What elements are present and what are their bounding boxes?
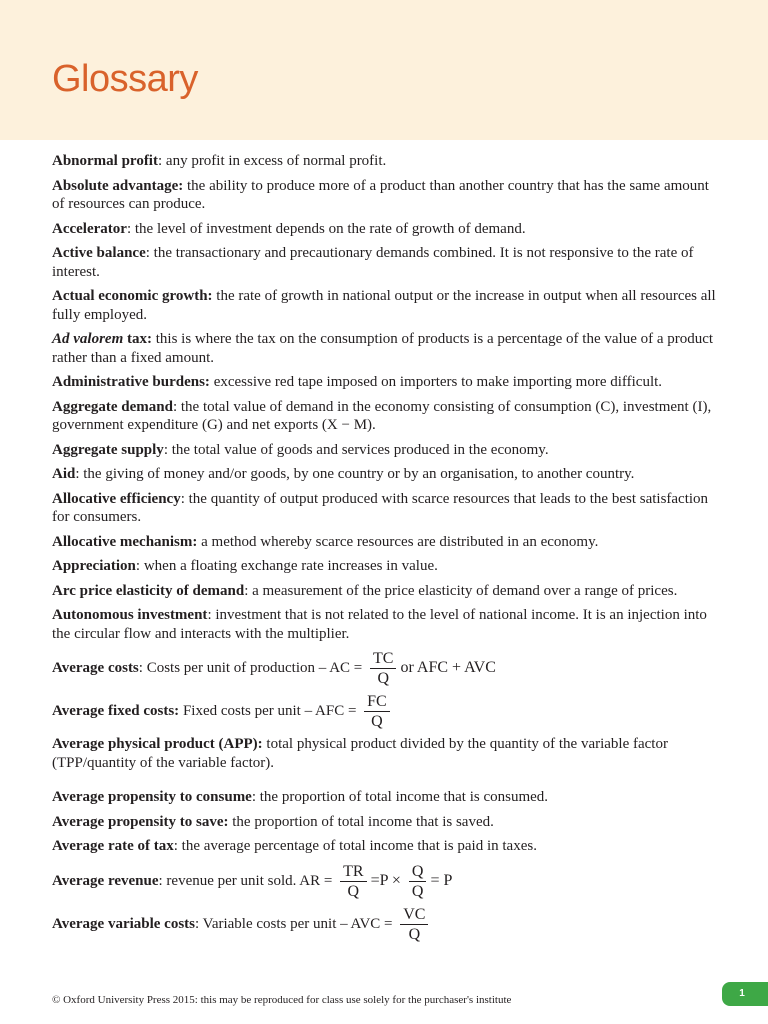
glossary-entry bbox=[52, 533, 722, 552]
glossary-term bbox=[52, 466, 75, 482]
page-number-badge: 1 bbox=[722, 982, 768, 1006]
glossary-list bbox=[52, 735, 722, 856]
glossary-term-text: Average propensity to save: bbox=[52, 813, 229, 830]
glossary-entry bbox=[52, 330, 722, 367]
fraction-denominator: Q bbox=[408, 925, 421, 943]
glossary-entry bbox=[52, 152, 722, 171]
glossary-term bbox=[52, 736, 263, 752]
fraction bbox=[340, 862, 366, 901]
glossary-term-text: Actual economic growth: bbox=[52, 288, 213, 304]
glossary-separator: : bbox=[173, 838, 182, 854]
glossary-term-text: Aid bbox=[52, 466, 76, 482]
glossary-definition: a method whereby scarce resources are distributed in an economy. bbox=[201, 533, 599, 550]
glossary-term-text: Autonomous investment bbox=[52, 607, 208, 623]
copyright-notice: © Oxford University Press 2015: this may be reproduced for class use solely for the purchaser's institute bbox=[52, 994, 512, 1006]
glossary-term: Average variable costs bbox=[52, 915, 196, 932]
fraction-denominator: Q bbox=[377, 670, 389, 687]
glossary-separator: : bbox=[207, 607, 216, 623]
glossary-term bbox=[52, 374, 210, 390]
glossary-definition: this is where the tax on the consumption of products is a percentage of the value of a product rather than a fixed amount. bbox=[52, 331, 714, 366]
glossary-definition: Fixed costs per unit – AFC = bbox=[179, 703, 361, 720]
glossary-separator: : bbox=[163, 441, 172, 458]
glossary-term-text: tax: bbox=[123, 331, 152, 347]
glossary-definition: any profit in excess of normal profit. bbox=[165, 153, 387, 169]
fraction-numerator: TC bbox=[370, 649, 396, 669]
glossary-term-text: Appreciation bbox=[52, 558, 136, 574]
glossary-entry bbox=[52, 735, 722, 772]
glossary-definition: the ability to produce more of a product than another country that has the same amount of resources can produce. bbox=[52, 177, 709, 212]
glossary-term bbox=[52, 534, 197, 550]
glossary-entry bbox=[52, 441, 722, 460]
glossary-entry bbox=[52, 837, 722, 856]
fraction-numerator: Q bbox=[409, 862, 427, 882]
glossary-list bbox=[52, 152, 722, 643]
glossary-entry bbox=[52, 606, 722, 643]
glossary-entry bbox=[52, 220, 722, 239]
glossary-definition: the giving of money and/or goods, by one country or by an organisation, to another country. bbox=[83, 466, 635, 482]
glossary-term: Average costs bbox=[52, 660, 139, 677]
glossary-definition: the total value of demand in the economy consisting of consumption (C), investment (I), government expenditure (G) and net exports (X − M). bbox=[52, 398, 712, 433]
glossary-term bbox=[52, 491, 181, 507]
glossary-term bbox=[52, 178, 183, 194]
glossary-definition: : revenue per unit sold. AR = bbox=[158, 872, 337, 889]
glossary-entry bbox=[52, 490, 722, 527]
glossary-term-text: Allocative mechanism: bbox=[52, 533, 198, 550]
glossary-term bbox=[52, 607, 207, 623]
glossary-term-text: Administrative burdens: bbox=[52, 374, 210, 390]
fraction-numerator: TR bbox=[340, 862, 366, 882]
page-header bbox=[0, 0, 768, 140]
glossary-term-text: Active balance bbox=[52, 245, 146, 261]
glossary-definition: the average percentage of total income that is paid in taxes. bbox=[181, 838, 537, 854]
fraction bbox=[400, 905, 428, 944]
fraction-denominator: Q bbox=[411, 882, 424, 900]
glossary-term bbox=[52, 814, 229, 830]
glossary-separator: : bbox=[145, 245, 154, 261]
glossary-term bbox=[52, 558, 136, 574]
glossary-definition: the proportion of total income that is saved. bbox=[232, 813, 494, 830]
formula-middle: =P × bbox=[370, 871, 405, 889]
glossary-separator: : bbox=[157, 153, 166, 169]
glossary-term bbox=[52, 153, 158, 169]
fraction-denominator: Q bbox=[347, 882, 360, 900]
glossary-entry bbox=[52, 373, 722, 392]
glossary-term-text: Absolute advantage: bbox=[52, 177, 184, 194]
glossary-definition: when a floating exchange rate increases in value. bbox=[143, 558, 438, 574]
fraction bbox=[364, 692, 390, 731]
glossary-term-text: Aggregate demand bbox=[52, 398, 173, 415]
glossary-entry bbox=[52, 788, 722, 807]
glossary-definition: a measurement of the price elasticity of demand over a range of prices. bbox=[252, 582, 678, 599]
glossary-separator: : bbox=[244, 582, 253, 599]
glossary-entry bbox=[52, 177, 722, 214]
glossary-entry bbox=[52, 582, 722, 601]
glossary-term bbox=[52, 789, 252, 805]
glossary-term-text: Average physical product (APP): bbox=[52, 736, 263, 752]
glossary-definition: : Costs per unit of production – AC = bbox=[138, 660, 366, 677]
glossary-term-text: Accelerator bbox=[52, 220, 127, 237]
fraction bbox=[409, 862, 427, 901]
page-title: Glossary bbox=[52, 58, 198, 100]
glossary-term bbox=[52, 583, 244, 599]
glossary-term bbox=[52, 288, 213, 304]
glossary-content bbox=[52, 152, 722, 948]
glossary-definition: total physical product divided by the quantity of the variable factor (TPP/quantity of the variable factor). bbox=[52, 736, 668, 771]
glossary-definition: the proportion of total income that is consumed. bbox=[259, 789, 549, 805]
glossary-entry bbox=[52, 287, 722, 324]
glossary-term bbox=[52, 245, 146, 261]
glossary-entry bbox=[52, 813, 722, 832]
formula-suffix: or AFC + AVC bbox=[400, 659, 496, 677]
glossary-definition: excessive red tape imposed on importers to make importing more difficult. bbox=[213, 374, 663, 390]
glossary-definition: the total value of goods and services produced in the economy. bbox=[171, 441, 549, 458]
glossary-term-text: Arc price elasticity of demand bbox=[52, 582, 245, 599]
glossary-entry-average-fixed-costs bbox=[52, 692, 722, 731]
formula-suffix: = P bbox=[430, 871, 453, 889]
glossary-entry bbox=[52, 465, 722, 484]
glossary-separator: : bbox=[75, 466, 84, 482]
glossary-separator: : bbox=[180, 490, 189, 507]
glossary-definition: the rate of growth in national output or the increase in output when all resources all fully employed. bbox=[52, 288, 716, 323]
glossary-term bbox=[52, 399, 173, 415]
glossary-term-italic: Ad valorem bbox=[52, 331, 124, 347]
glossary-separator: : bbox=[172, 398, 181, 415]
glossary-entry bbox=[52, 244, 722, 281]
glossary-term: Average revenue bbox=[52, 872, 159, 889]
glossary-separator: : bbox=[126, 220, 135, 237]
glossary-term-text: Allocative efficiency bbox=[52, 490, 181, 507]
fraction-denominator: Q bbox=[371, 713, 383, 730]
glossary-term bbox=[52, 442, 164, 458]
glossary-entry bbox=[52, 557, 722, 576]
glossary-definition: : Variable costs per unit – AVC = bbox=[195, 915, 397, 932]
glossary-definition: the level of investment depends on the rate of growth of demand. bbox=[134, 220, 526, 237]
fraction bbox=[370, 649, 396, 688]
glossary-definition: the quantity of output produced with scarce resources that leads to the best satisfaction for consumers. bbox=[52, 490, 709, 525]
glossary-term bbox=[52, 221, 127, 237]
glossary-entry bbox=[52, 398, 722, 435]
glossary-term bbox=[52, 331, 152, 347]
glossary-entry-average-revenue bbox=[52, 862, 722, 901]
glossary-separator: : bbox=[251, 789, 260, 805]
fraction-numerator: FC bbox=[364, 692, 390, 712]
glossary-entry-average-variable-costs bbox=[52, 905, 722, 944]
glossary-term: Average fixed costs: bbox=[52, 703, 180, 720]
glossary-definition: investment that is not related to the level of national income. It is an injection into the circular flow and interacts with the multiplier. bbox=[52, 607, 707, 642]
glossary-term-text: Average rate of tax bbox=[52, 838, 174, 854]
glossary-term bbox=[52, 838, 174, 854]
glossary-term-text: Average propensity to consume bbox=[52, 789, 252, 805]
fraction-numerator: VC bbox=[400, 905, 428, 925]
glossary-term-text: Abnormal profit bbox=[52, 153, 158, 169]
glossary-definition: the transactionary and precautionary demands combined. It is not responsive to the rate of interest. bbox=[52, 245, 694, 280]
glossary-term-text: Aggregate supply bbox=[52, 441, 164, 458]
glossary-separator: : bbox=[135, 558, 144, 574]
glossary-entry-average-costs bbox=[52, 649, 722, 688]
